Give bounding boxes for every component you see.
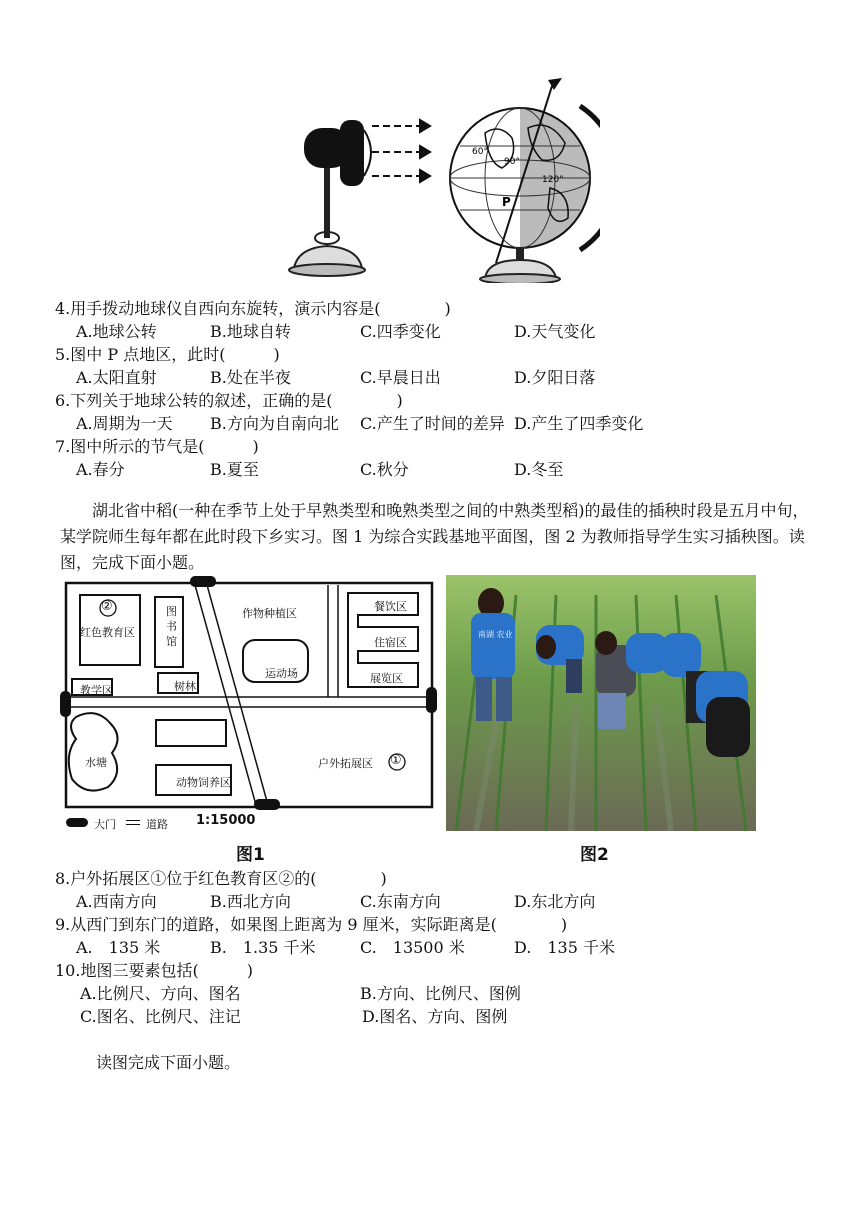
- option-d: D.图名、方向、图例: [362, 1007, 508, 1026]
- question-stem: 8.户外拓展区①位于红色教育区②的( ): [55, 869, 387, 888]
- option-c: C. 13500 米: [360, 938, 465, 957]
- map-label-red-edu: 红色教育区: [80, 626, 135, 639]
- legend-road-label: 道路: [146, 818, 168, 831]
- option-d: D.东北方向: [514, 892, 596, 911]
- option-b: B.方向、比例尺、图例: [360, 984, 521, 1003]
- option-c: C.早晨日出: [360, 368, 441, 387]
- passage-text: 湖北省中稻(一种在季节上处于早熟类型和晚熟类型之间的中熟类型稻)的最佳的插秧时段是五月中旬，某学院师生每年都在此时段下乡实习。图 1 为综合实践基地平面图，图 2 为教师指导学生实习插秧图。读图，完成下面小题。: [60, 501, 809, 572]
- option-d: D. 135 千米: [514, 938, 615, 957]
- option-b: B.方向为自南向北: [210, 414, 339, 433]
- option-b: B.处在半夜: [210, 368, 291, 387]
- option-c: C.产生了时间的差异: [360, 414, 505, 433]
- option-c: C.秋分: [360, 460, 409, 479]
- option-b: B. 1.35 千米: [210, 938, 316, 957]
- option-c: C.东南方向: [360, 892, 441, 911]
- map-scale: 1:15000: [196, 813, 256, 828]
- map-label-exhibit: 展览区: [370, 672, 403, 685]
- globe-label-60: 60°: [472, 147, 488, 157]
- option-d: D.夕阳日落: [514, 368, 596, 387]
- question-stem: 5.图中 P 点地区，此时( ): [55, 345, 280, 364]
- map-label-outdoor: 户外拓展区: [318, 757, 373, 770]
- option-c: C.图名、比例尺、注记: [80, 1007, 241, 1026]
- map-label-sports: 运动场: [265, 667, 298, 680]
- wind-arrows: [372, 120, 430, 182]
- option-a: A.地球公转: [76, 322, 157, 341]
- option-d: D.冬至: [514, 460, 564, 479]
- globe-label-p: P: [502, 195, 511, 209]
- option-b: B.地球自转: [210, 322, 291, 341]
- globe-label-120: 120°: [542, 175, 564, 185]
- option-d: D.天气变化: [514, 322, 596, 341]
- figure1-caption: 图1: [236, 845, 265, 865]
- question-stem: 10.地图三要素包括( ): [55, 961, 253, 980]
- legend-gate-label: 大门: [94, 818, 116, 831]
- rice-planting-photo: [446, 575, 756, 831]
- map-label-dining: 餐饮区: [374, 600, 407, 613]
- option-d: D.产生了四季变化: [514, 414, 644, 433]
- option-b: B.西北方向: [210, 892, 291, 911]
- map-label-circle1: ①: [390, 753, 402, 768]
- map-label-teaching: 教学区: [80, 684, 113, 697]
- map-label-animal: 动物饲养区: [176, 776, 231, 789]
- question-stem: 4.用手拨动地球仪自西向东旋转，演示内容是( ): [55, 299, 451, 318]
- option-a: A.西南方向: [76, 892, 157, 911]
- globe-icon: [450, 78, 600, 283]
- option-a: A.春分: [76, 460, 125, 479]
- map-label-library: 图书馆: [166, 605, 177, 648]
- globe-label-90: 90°: [504, 157, 520, 167]
- option-a: A. 135 米: [76, 938, 161, 957]
- shirt-text: 南湖 农业: [478, 630, 513, 639]
- option-a: A.太阳直射: [76, 368, 157, 387]
- map-label-circle2: ②: [101, 599, 113, 614]
- option-c: C.四季变化: [360, 322, 441, 341]
- map-label-lodging: 住宿区: [374, 636, 407, 649]
- question-stem: 7.图中所示的节气是( ): [55, 437, 259, 456]
- question-stem: 9.从西门到东门的道路，如果图上距离为 9 厘米，实际距离是( ): [55, 915, 568, 934]
- fan-globe-figure: [280, 68, 600, 283]
- fan-icon: [289, 120, 371, 276]
- option-a: A.比例尺、方向、图名: [80, 984, 241, 1003]
- option-b: B.夏至: [210, 460, 259, 479]
- gate-legend-icon: [66, 818, 88, 827]
- map-label-grove: 树林: [174, 680, 196, 693]
- map-label-crops: 作物种植区: [242, 607, 297, 620]
- figure2-caption: 图2: [580, 845, 609, 865]
- option-a: A.周期为一天: [76, 414, 173, 433]
- map-label-pond: 水塘: [85, 756, 107, 769]
- road-legend-icon: [126, 820, 140, 825]
- closing-instruction: 读图完成下面小题。: [96, 1053, 241, 1072]
- question-stem: 6.下列关于地球公转的叙述，正确的是( ): [55, 391, 403, 410]
